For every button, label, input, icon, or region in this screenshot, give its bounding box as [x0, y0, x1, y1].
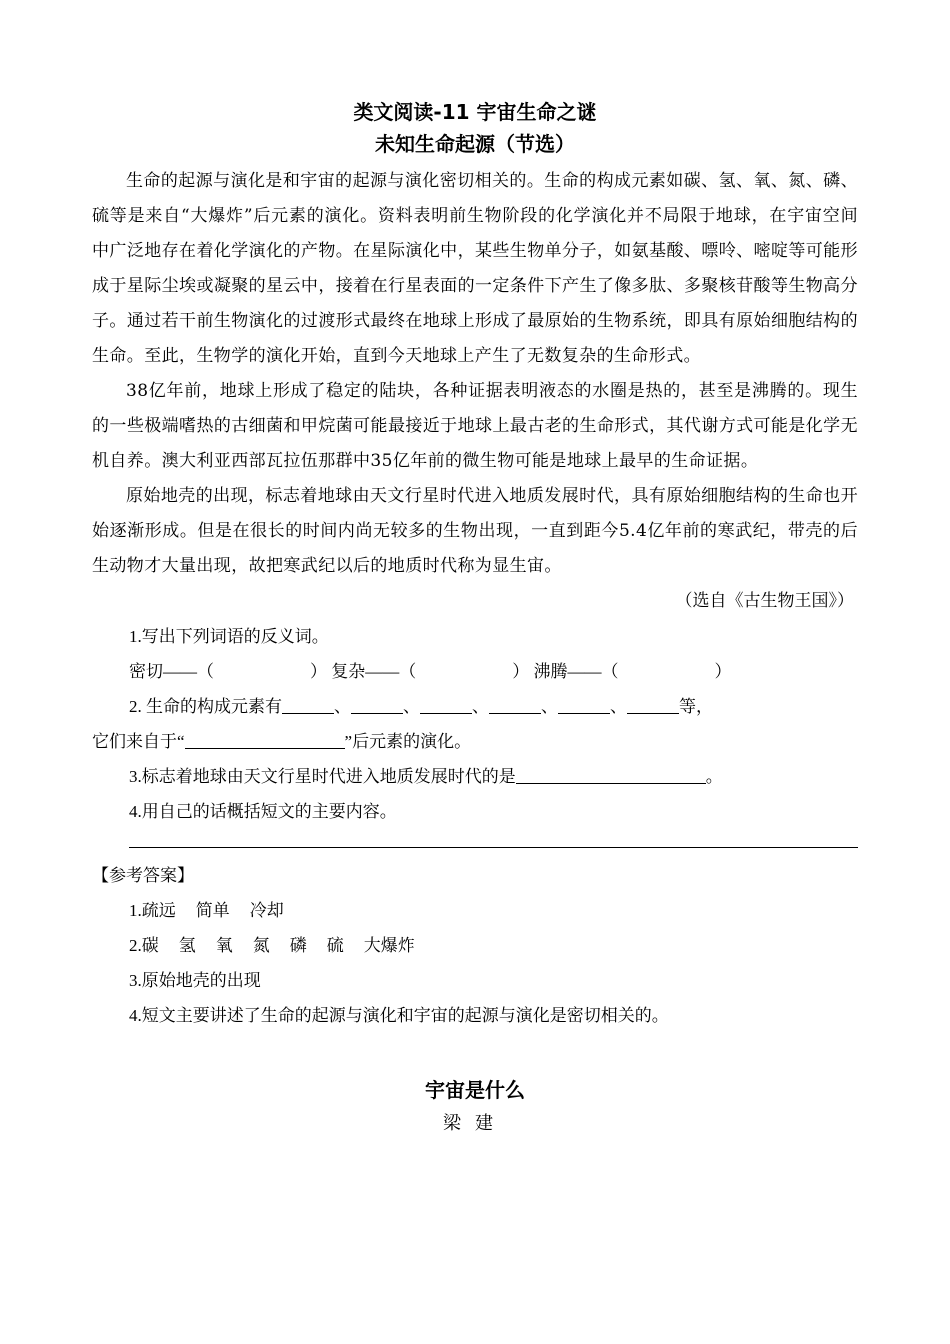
answer-2-item: 氢 — [178, 936, 196, 955]
separator: 、 — [403, 697, 420, 716]
element-blank-5[interactable] — [558, 695, 610, 714]
element-blank-1[interactable] — [282, 695, 334, 714]
question-2-suffix: 等， — [679, 697, 713, 716]
document-title: 类文阅读-11 宇宙生命之谜 — [353, 100, 597, 124]
element-blank-4[interactable] — [489, 695, 541, 714]
answer-divider — [129, 847, 858, 848]
answer-2-item: 2.碳 — [129, 936, 159, 955]
question-3-blank[interactable] — [516, 765, 706, 784]
question-2-line-2-prefix: 它们来自于“ — [92, 732, 185, 751]
question-2 — [92, 689, 858, 724]
answer-2-item: 磷 — [289, 936, 307, 955]
question-2-line-2 — [92, 724, 858, 759]
question-3-prefix: 3.标志着地球由天文行星时代进入地质发展时代的是 — [129, 767, 516, 786]
answer-2 — [92, 928, 858, 963]
antonym-word-3: ） 沸腾——（ — [512, 662, 619, 681]
answer-2-item: 氧 — [215, 936, 233, 955]
article-paragraph-3: 原始地壳的出现，标志着地球由天文行星时代进入地质发展时代，具有原始细胞结构的生命也开始逐渐形成。但是在很长的时间内尚无较多的生物出现，一直到距今5.4亿年前的寒武纪，带壳的后生动物才大量出现，故把寒武纪以后的地质时代称为显生宙。 — [92, 486, 858, 576]
separator: 、 — [472, 697, 489, 716]
article-paragraph-1: 生命的起源与演化是和宇宙的起源与演化密切相关的。生命的构成元素如碳、氢、氧、氮、磷、硫等是来自“大爆炸”后元素的演化。资料表明前生物阶段的化学演化并不局限于地球，在宇宙空间中广泛地存在着化学演化的产物。在星际演化中，某些生物单分子，如氨基酸、嘌呤、嘧啶等可能形成于星际尘埃或凝聚的星云中，接着在行星表面的一定条件下产生了像多肽、多聚核苷酸等生物高分子。通过若干前生物演化的过渡形式最终在地球上形成了最原始的生物系统，即具有原始细胞结构的生命。至此，生物学的演化开始，直到今天地球上产生了无数复杂的生命形式。 — [92, 171, 858, 366]
question-1-antonyms — [92, 654, 858, 689]
article-paragraph-2: 38亿年前，地球上形成了稳定的陆块，各种证据表明液态的水圈是热的，甚至是沸腾的。现生的一些极端嗜热的古细菌和甲烷菌可能最接近于地球上最古老的生命形式，其代谢方式可能是化学无机自养。澳大利亚西部瓦拉伍那群中35亿年前的微生物可能是地球上最早的生命证据。 — [92, 381, 858, 471]
antonym-close: ） — [714, 662, 732, 681]
answer-1 — [92, 893, 858, 928]
answer-1-item: 冷却 — [249, 901, 284, 920]
answer-3: 3.原始地壳的出现 — [129, 971, 261, 990]
answer-2-item: 氮 — [252, 936, 270, 955]
next-article-title: 宇宙是什么 — [425, 1078, 525, 1102]
origin-blank[interactable] — [185, 730, 345, 749]
answer-1-item: 1.疏远 — [129, 901, 176, 920]
question-2-line-2-suffix: ”后元素的演化。 — [344, 732, 472, 751]
element-blank-6[interactable] — [627, 695, 679, 714]
separator: 、 — [610, 697, 627, 716]
next-article-author: 梁建 — [443, 1113, 507, 1134]
answer-2-item: 硫 — [326, 936, 344, 955]
article-subtitle: 未知生命起源（节选） — [375, 132, 575, 156]
antonym-word-2: ） 复杂——（ — [310, 662, 417, 681]
antonym-word-1: 密切——（ — [129, 662, 214, 681]
article-source: （选自《古生物王国》） — [675, 591, 854, 611]
separator: 、 — [541, 697, 558, 716]
question-2-prefix: 2. 生命的构成元素有 — [129, 697, 282, 716]
question-3-suffix: 。 — [705, 767, 723, 786]
answer-1-item: 简单 — [195, 901, 230, 920]
question-4: 4.用自己的话概括短文的主要内容。 — [129, 802, 397, 821]
answers-heading: 【参考答案】 — [92, 866, 194, 885]
question-1: 1.写出下列词语的反义词。 — [129, 627, 329, 646]
document-page — [92, 96, 858, 1141]
question-3 — [92, 759, 858, 794]
element-blank-3[interactable] — [420, 695, 472, 714]
separator: 、 — [334, 697, 351, 716]
element-blank-2[interactable] — [351, 695, 403, 714]
answer-2-item: 大爆炸 — [363, 936, 415, 955]
answer-4: 4.短文主要讲述了生命的起源与演化和宇宙的起源与演化是密切相关的。 — [129, 1006, 669, 1025]
